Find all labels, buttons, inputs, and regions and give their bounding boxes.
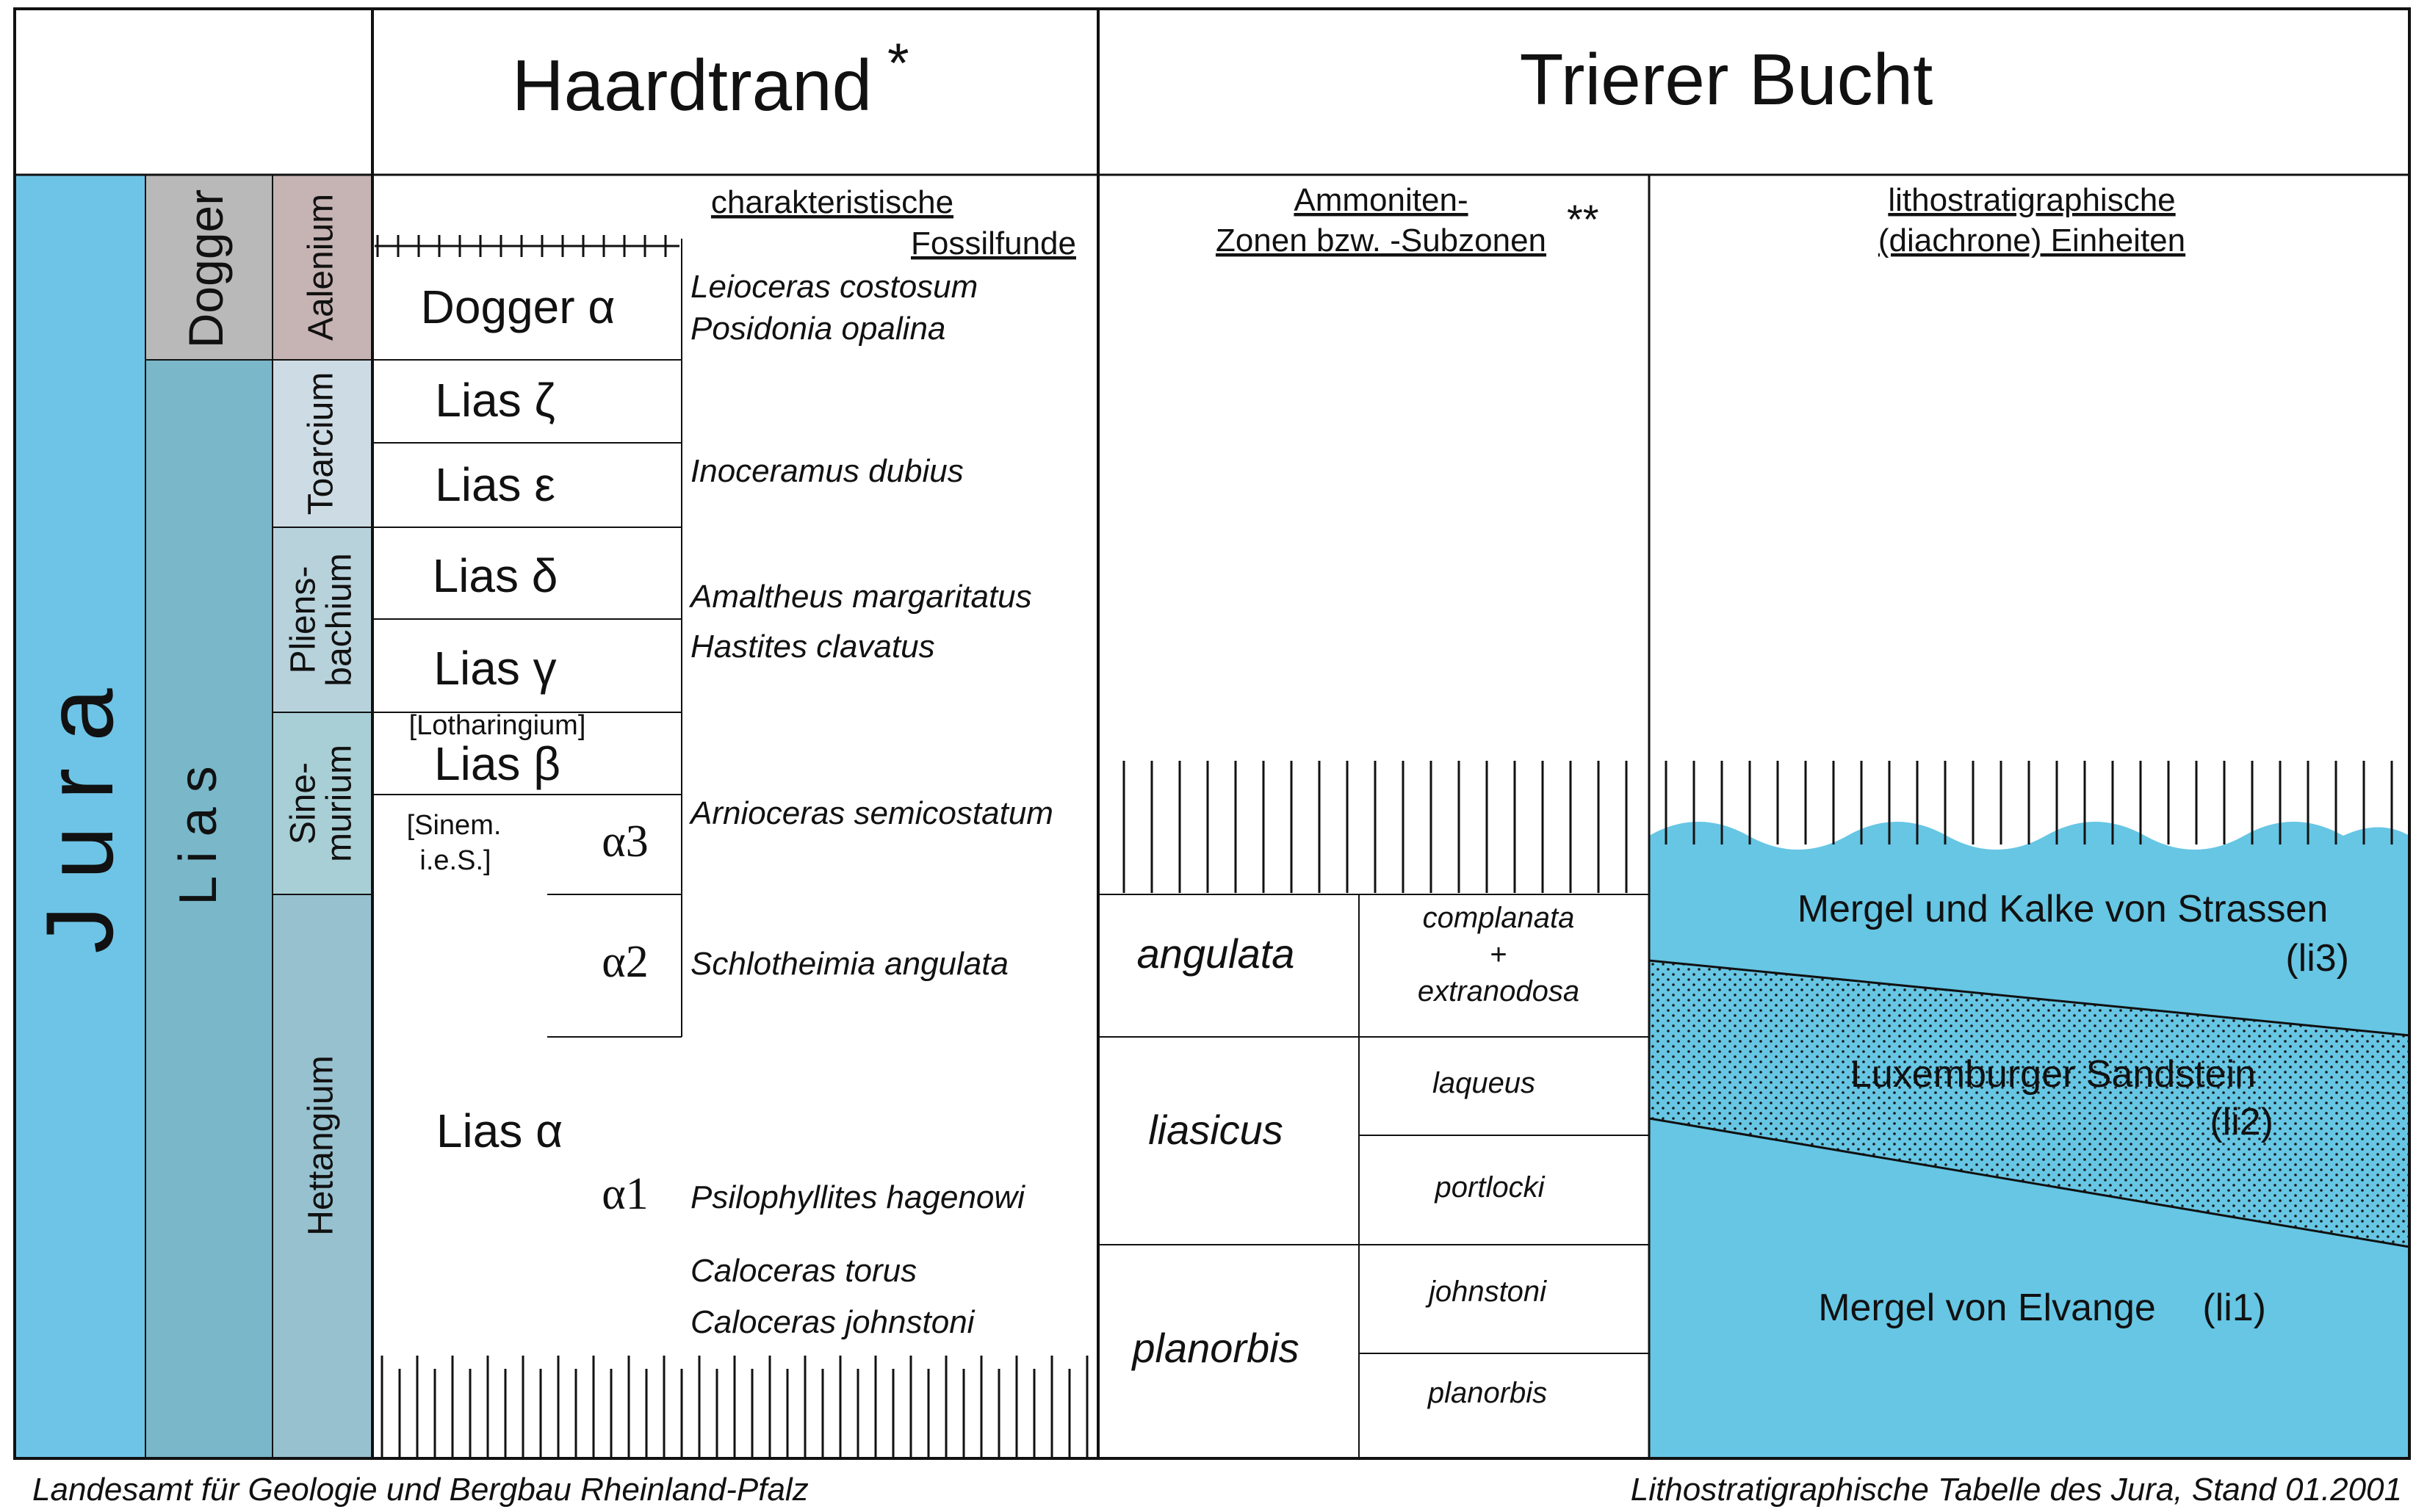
haardt-bottom-hiatus bbox=[382, 1356, 1087, 1457]
subzone-johnstoni: johnstoni bbox=[1428, 1276, 1547, 1308]
unit-lias-beta: Lias β bbox=[434, 737, 560, 790]
haardt-top-hiatus bbox=[375, 235, 679, 257]
zone-planorbis: planorbis bbox=[1132, 1325, 1299, 1371]
unit-dogger-alpha: Dogger α bbox=[420, 281, 616, 333]
pliensbachium-label-line2: bachium bbox=[320, 553, 359, 687]
aalenium-label: Aalenium bbox=[301, 193, 341, 341]
litho-strassen-name: Mergel und Kalke von Strassen bbox=[1797, 888, 2329, 930]
fossil-8: Psilophyllites hagenowi bbox=[690, 1179, 1025, 1215]
unit-lias-beta-note: [Lotharingium] bbox=[408, 710, 586, 741]
subzone-complanata: complanata bbox=[1422, 902, 1575, 934]
unit-lias-alpha: Lias α bbox=[436, 1104, 563, 1157]
unit-lias-epsilon: Lias ε bbox=[435, 458, 555, 511]
zone-liasicus: liasicus bbox=[1148, 1107, 1283, 1153]
litho-heading-line2: (diachrone) Einheiten bbox=[1878, 223, 2186, 258]
zone-angulata: angulata bbox=[1136, 930, 1295, 977]
litho-elvange-code: (li1) bbox=[2202, 1287, 2266, 1329]
unit-sinem-note-line2: i.e.S.] bbox=[419, 845, 491, 876]
sinemurium-label-line1: Sine- bbox=[284, 762, 323, 845]
unit-lias-delta: Lias δ bbox=[432, 549, 558, 602]
haardtrand-title: Haardtrand bbox=[511, 45, 873, 126]
litho-strassen-code: (li3) bbox=[2285, 937, 2349, 980]
subzone-portlocki: portlocki bbox=[1435, 1171, 1545, 1204]
lias-label: L i a s bbox=[169, 766, 228, 905]
ammonite-heading-line2: Zonen bzw. -Subzonen bbox=[1215, 223, 1547, 258]
alpha2-label: α2 bbox=[602, 937, 649, 987]
pliensbachium-label-line1: Pliens- bbox=[284, 565, 323, 674]
fossil-7: Schlotheimia angulata bbox=[690, 946, 1009, 982]
dogger-label: Dogger bbox=[179, 189, 233, 349]
fossil-9: Caloceras torus bbox=[690, 1253, 917, 1289]
fossil-1: Leioceras costosum bbox=[690, 269, 978, 305]
hettangium-label: Hettangium bbox=[301, 1055, 341, 1236]
unit-sinem-note-line1: [Sinem. bbox=[406, 810, 502, 841]
footer-left: Landesamt für Geologie und Bergbau Rheinland-Pfalz bbox=[32, 1472, 809, 1508]
footer-right: Lithostratigraphische Tabelle des Jura, Stand 01.2001 bbox=[1630, 1472, 2402, 1508]
subzone-extranodosa: extranodosa bbox=[1417, 975, 1580, 1008]
litho-elvange-name: Mergel von Elvange bbox=[1818, 1287, 2156, 1329]
unit-lias-zeta: Lias ζ bbox=[435, 374, 555, 427]
litho-heading-line1: lithostratigraphische bbox=[1888, 182, 2176, 218]
lias-series-cell bbox=[145, 360, 273, 1458]
ammonite-heading-mark: ** bbox=[1567, 196, 1599, 242]
unit-lias-gamma: Lias γ bbox=[433, 642, 557, 695]
fossil-2: Posidonia opalina bbox=[690, 311, 946, 347]
jura-label: J u r a bbox=[26, 688, 133, 954]
trierer-bucht-title: Trierer Bucht bbox=[1519, 39, 1933, 120]
fossil-4: Amaltheus margaritatus bbox=[690, 579, 1032, 615]
haardtrand-asterisk: * bbox=[887, 32, 909, 95]
alpha1-label: α1 bbox=[602, 1169, 649, 1219]
fossil-5: Hastites clavatus bbox=[690, 629, 935, 665]
fossil-6: Arnioceras semicostatum bbox=[690, 795, 1053, 831]
subzone-planorbis: planorbis bbox=[1427, 1377, 1548, 1409]
sinemurium-label-line2: murium bbox=[320, 744, 359, 863]
ammonite-heading-line1: Ammoniten- bbox=[1294, 182, 1468, 218]
subzone-laqueus: laqueus bbox=[1432, 1067, 1536, 1099]
fossil-10: Caloceras johnstoni bbox=[690, 1304, 975, 1340]
trier-ammonite-hiatus bbox=[1124, 761, 1626, 893]
litho-sandstein-code: (li2) bbox=[2210, 1101, 2273, 1143]
fossils-heading-line2: Fossilfunde bbox=[910, 225, 1076, 261]
fossil-3: Inoceramus dubius bbox=[690, 453, 964, 489]
alpha3-label: α3 bbox=[602, 817, 649, 867]
litho-sandstein-name: Luxemburger Sandstein bbox=[1850, 1053, 2257, 1096]
toarcium-label: Toarcium bbox=[301, 372, 341, 516]
fossils-heading-line1: charakteristische bbox=[710, 184, 954, 220]
subzone-plus: + bbox=[1490, 938, 1507, 971]
